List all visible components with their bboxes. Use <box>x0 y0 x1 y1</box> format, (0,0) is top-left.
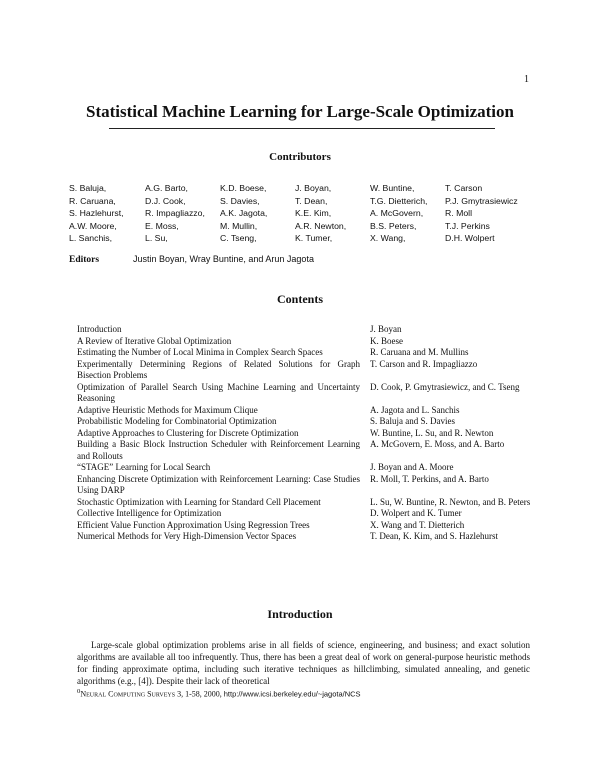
contributor-name: D.J. Cook, <box>145 195 186 206</box>
toc-entry-title: Efficient Value Function Approximation Using Regression Trees <box>77 519 310 530</box>
toc-entry <box>77 324 547 336</box>
toc-entry <box>77 462 547 474</box>
introduction-heading: Introduction <box>267 607 333 621</box>
toc-entry-title: A Review of Iterative Global Optimization <box>77 335 232 346</box>
toc-entry-title: Estimating the Number of Local Minima in Complex Search Spaces <box>77 347 323 357</box>
contributor-name: K.E. Kim, <box>295 208 332 218</box>
toc-entry-authors: D. Wolpert and K. Tumer <box>370 508 462 518</box>
contributors-column <box>445 182 555 245</box>
contributor-name: R. Caruana, <box>69 195 116 206</box>
paper-title: Statistical Machine Learning for Large-Scale Optimization <box>86 102 514 121</box>
contributor-name: E. Moss, <box>145 220 179 231</box>
footnote-marker: 0 <box>77 688 81 695</box>
contributor-name: L. Su, <box>145 233 168 243</box>
toc-entry <box>77 405 547 417</box>
contributor-name: P.J. Gmytrasiewicz <box>445 195 518 206</box>
toc-entry-title: Adaptive Approaches to Clustering for Discrete Optimization <box>77 427 299 438</box>
table-of-contents <box>77 324 547 543</box>
toc-entry <box>77 531 547 543</box>
contributor-name: M. Mullin, <box>220 220 258 231</box>
contributors-heading: Contributors <box>269 151 331 163</box>
contributor-name: R. Impagliazzo, <box>145 208 205 218</box>
contributor-name: A. McGovern, <box>370 208 424 218</box>
toc-entry-authors: S. Baluja and S. Davies <box>370 416 455 426</box>
toc-entry-authors: A. McGovern, E. Moss, and A. Barto <box>370 439 505 449</box>
toc-entry-title: Probabilistic Modeling for Combinatorial Optimization <box>77 416 277 426</box>
editors-names: Justin Boyan, Wray Buntine, and Arun Jagota <box>133 254 314 264</box>
contributor-name: R. Moll <box>445 208 473 218</box>
toc-entry <box>77 520 547 532</box>
contributor-name: K.D. Boese, <box>220 183 267 193</box>
toc-entry-authors: X. Wang and T. Dietterich <box>370 519 465 530</box>
contributor-name: A.G. Barto, <box>145 183 188 193</box>
contributor-name: L. Sanchis, <box>69 233 112 243</box>
footnote-url: http://www.icsi.berkeley.edu/~jagota/NCS <box>223 689 361 699</box>
toc-entry-title: Enhancing Discrete Optimization with Reinforcement Learning: Case Studies Using DARP <box>77 473 360 495</box>
toc-entry-title: Optimization of Parallel Search Using Machine Learning and Uncertainty Reasoning <box>77 381 360 403</box>
contributor-name: C. Tseng, <box>220 233 257 243</box>
footnote <box>77 688 361 699</box>
contributor-name: D.H. Wolpert <box>445 233 495 243</box>
editors-line <box>69 254 314 265</box>
toc-entry <box>77 497 547 509</box>
toc-entry <box>77 508 547 520</box>
editors-label: Editors <box>69 255 100 265</box>
toc-entry-authors: J. Boyan and A. Moore <box>370 462 454 472</box>
contributor-name: A.K. Jagota, <box>220 208 268 218</box>
toc-entry-title: Stochastic Optimization with Learning for Standard Cell Placement <box>77 496 321 507</box>
toc-entry-authors: K. Boese <box>370 335 403 346</box>
toc-entry <box>77 439 547 462</box>
toc-entry <box>77 336 547 348</box>
toc-entry-authors: L. Su, W. Buntine, R. Newton, and B. Peters <box>370 496 531 507</box>
toc-entry-title: Introduction <box>77 324 122 334</box>
toc-entry <box>77 359 547 382</box>
toc-entry <box>77 382 547 405</box>
toc-entry-title: Numerical Methods for Very High-Dimension Vector Spaces <box>77 531 297 541</box>
contributor-name: T. Dean, <box>295 195 328 206</box>
introduction-paragraph: Large-scale global optimization problems arise in all fields of science, engineering, and business; and exact solution algorithms are available all too infrequently. Thus, there has been a great deal of work on general-purpose heuristic methods for finding approximate optima, including such iterative techniques as hillclimbing, simulated annealing, and genetic algorithms (e.g., [4]). Despite their lack of theoretical <box>77 640 530 686</box>
page-number: 1 <box>524 74 529 85</box>
contributor-name: A.W. Moore, <box>69 220 117 231</box>
toc-entry-title: Adaptive Heuristic Methods for Maximum Clique <box>77 404 258 415</box>
toc-entry-authors: T. Carson and R. Impagliazzo <box>370 358 478 369</box>
toc-entry-authors: R. Caruana and M. Mullins <box>370 347 469 357</box>
toc-entry-title: “STAGE” Learning for Local Search <box>77 462 211 472</box>
contributor-name: J. Boyan, <box>295 183 332 193</box>
title-rule <box>109 128 495 129</box>
toc-entry-title: Building a Basic Block Instruction Scheduler with Reinforcement Learning and Rollouts <box>77 439 360 461</box>
contributor-name: W. Buntine, <box>370 183 415 193</box>
contributor-name: B.S. Peters, <box>370 220 417 231</box>
toc-entry-authors: D. Cook, P. Gmytrasiewicz, and C. Tseng <box>370 381 520 392</box>
toc-entry <box>77 416 547 428</box>
contributor-name: A.R. Newton, <box>295 220 347 231</box>
contents-heading: Contents <box>276 292 323 306</box>
toc-entry <box>77 428 547 440</box>
toc-entry-authors: R. Moll, T. Perkins, and A. Barto <box>370 473 489 484</box>
toc-entry-authors: J. Boyan <box>370 324 402 334</box>
contributor-name: T.J. Perkins <box>445 220 490 231</box>
contributor-name: T. Carson <box>445 183 483 193</box>
contributor-name: S. Hazlehurst, <box>69 208 124 218</box>
toc-entry <box>77 474 547 497</box>
toc-entry-title: Collective Intelligence for Optimization <box>77 508 222 518</box>
contributor-name: X. Wang, <box>370 233 406 243</box>
footnote-citation: 3, 1-58, 2000, <box>177 689 222 699</box>
toc-entry <box>77 347 547 359</box>
contributor-name: S. Davies, <box>220 195 260 206</box>
toc-entry-authors: A. Jagota and L. Sanchis <box>370 404 460 415</box>
contributor-name: K. Tumer, <box>295 233 333 243</box>
footnote-journal: Neural Computing Surveys <box>80 689 176 699</box>
toc-entry-authors: T. Dean, K. Kim, and S. Hazlehurst <box>370 531 499 541</box>
toc-entry-authors: W. Buntine, L. Su, and R. Newton <box>370 427 494 438</box>
toc-entry-title: Experimentally Determining Regions of Related Solutions for Graph Bisection Problems <box>77 358 360 380</box>
contributor-name: T.G. Dietterich, <box>370 195 428 206</box>
contributor-name: S. Baluja, <box>69 183 107 193</box>
